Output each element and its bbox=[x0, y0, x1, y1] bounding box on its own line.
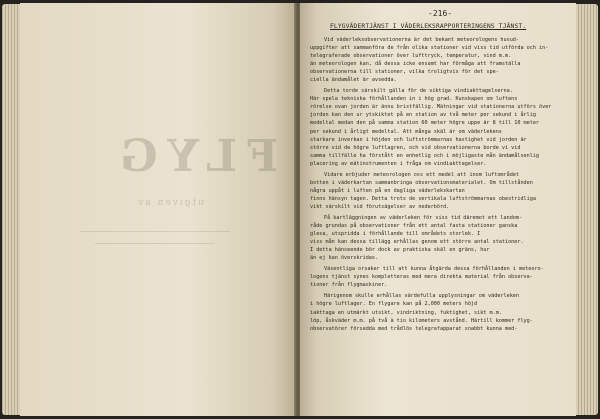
text-line: I detta hänseende bör dock av praktiska skäl en gräns, hur bbox=[310, 247, 490, 254]
text-line: Väsentliga orsaker till att kunna åtgärda dessa förhållanden i meteoro- bbox=[324, 266, 544, 273]
text-line: tioner från flygmaskiner. bbox=[310, 282, 388, 289]
text-line: Detta torde särskilt gälla för de viktiga vindiakttagelserna. bbox=[324, 88, 513, 95]
text-line: observationerna till stationer, vilka troligtvis för det spe- bbox=[310, 69, 499, 76]
text-line: På kartläggningen av väderleken för viss tid däremot ett landom- bbox=[324, 214, 523, 221]
text-line: råde grundas på observationer från ett antal fasta stationer ganska bbox=[310, 223, 518, 230]
show-through-subtitle: utgiven av bbox=[136, 198, 204, 208]
left-page bbox=[20, 3, 296, 416]
text-line: större vid de högre luftlagren, och vid observationerna borde vi vid bbox=[310, 144, 521, 151]
text-line: viss mån kan dessa tillägg erhållas genom ett större antal stationer. bbox=[310, 239, 524, 246]
text-line: observatörer försedda med trådlös telegrafapparat snabbt kunna med- bbox=[310, 325, 518, 332]
text-line: ciella ändamålet är avsedda. bbox=[310, 77, 397, 84]
page-heading: FLYGVÄDERTJÄNST I VÄDERLEKSRAPPORTERINGENS TJÄNST. bbox=[330, 23, 527, 30]
show-through-rule bbox=[95, 243, 215, 244]
text-line: Vid väderleksobservationerna är det bekant meteorologens huvud- bbox=[324, 37, 519, 43]
page-number: -216- bbox=[428, 9, 453, 18]
text-line: starkare inverkan i höjden och luftströmmarnas hastighet vid jorden är bbox=[310, 136, 527, 143]
text-line: samma tillfälle ha förstått en enhetlig och i möjligaste mån ändamålsenlig bbox=[310, 152, 540, 159]
text-line: glesa, utspridda i förhållande till områdets storlek. I bbox=[310, 231, 481, 238]
text-line: Härigenom skulle erhållas värdefulla upplysningar om väderleken bbox=[324, 293, 519, 300]
right-page-edges bbox=[576, 4, 598, 415]
show-through-rule bbox=[80, 231, 230, 232]
text-line: telegraferade observationer över lufttryck, temperatur, vind m.m. bbox=[310, 53, 512, 60]
left-page-edges bbox=[2, 4, 20, 415]
text-line: placering av mätinstrumenten i fråga om vindiakttagelser. bbox=[310, 160, 487, 167]
text-line: per sekund i årligt medeltal. Att många skäl är om väderlekens bbox=[310, 128, 502, 135]
text-line: Här spela tekniska förhållanden in i hög grad. Kunskapen om luftens bbox=[310, 96, 518, 103]
text-line: rörelse ovan jorden är ännu bristfällig. Mätningar vid stationerna utförs över bbox=[310, 104, 552, 111]
typed-body-text bbox=[310, 36, 568, 333]
text-line: logens tjänst synes kompletteras med mera direkta material från observa- bbox=[310, 274, 533, 281]
text-line: finns hänsyn tagen. Detta trots de vertikala luftströmmarnas obestridliga bbox=[310, 195, 536, 202]
text-line: jorden kan den ur ytskiktet på en station av två meter per sekund i årlig bbox=[310, 112, 536, 119]
text-line: Vidare erbjuder meteorologen oss ett medel att inom luftområdet bbox=[324, 171, 519, 178]
show-through-title: FLYG bbox=[110, 131, 279, 182]
text-line: vikt särskilt vid förutsägelser av nederbörd. bbox=[310, 203, 450, 210]
text-line: i högre luftlager. En flygare kan på 2,000 meters höjd bbox=[310, 301, 478, 308]
text-line: än ej kan överskridas. bbox=[310, 255, 379, 262]
text-line: botten i väderkartan sammanbringa observationsmaterialet. Om tillstånden bbox=[310, 179, 533, 186]
text-line: uppgifter att sammanföra de från olika stationer vid viss tid utförda och in- bbox=[310, 45, 549, 52]
text-line: iakttaga en utmärkt utsikt, vindriktning, fuktighet, sikt m.m. bbox=[310, 309, 502, 316]
text-line: medeltal medan den på samma station 60 meter högre uppe är 8 till 10 meter bbox=[310, 120, 540, 127]
text-line: än meteorologen kan, då dessa icke ensamt har förmåga att framställa bbox=[310, 61, 521, 68]
text-line: några uppåt i luften på en dagliga väderlekskartan bbox=[310, 187, 465, 194]
text-line: löp, åskväder m.m. på två à tio kilometers avstånd. Härtill kommer flyg- bbox=[310, 317, 533, 324]
